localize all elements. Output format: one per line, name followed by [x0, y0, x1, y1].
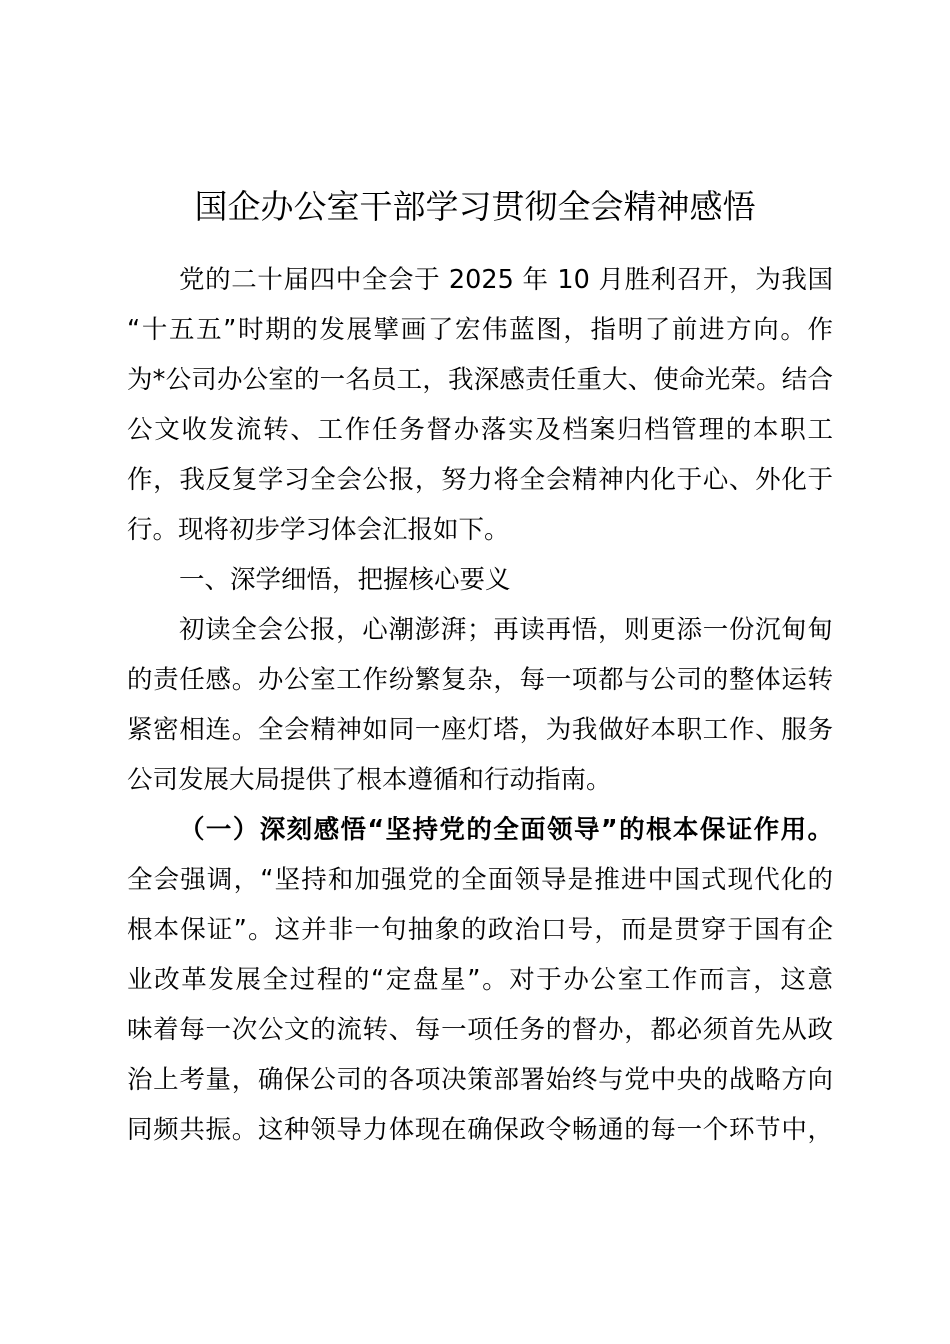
paragraph-line: 的责任感。办公室工作纷繁复杂，每一项都与公司的整体运转: [127, 665, 833, 695]
paragraph-line: 味着每一次公文的流转、每一项任务的督办，都必须首先从政: [127, 1015, 833, 1045]
paragraph-line: 紧密相连。全会精神如同一座灯塔，为我做好本职工作、服务: [127, 715, 833, 745]
paragraph-line: 根本保证”。这并非一句抽象的政治口号，而是贯穿于国有企: [127, 915, 833, 945]
paragraph-line: 初读全会公报，心潮澎湃；再读再悟，则更添一份沉甸甸: [179, 615, 833, 645]
paragraph-line: 公司发展大局提供了根本遵循和行动指南。: [127, 765, 612, 795]
paragraph-line: 业改革发展全过程的“定盘星”。对于办公室工作而言，这意: [127, 965, 833, 995]
paragraph-line: 公文收发流转、工作任务督办落实及档案归档管理的本职工: [127, 415, 833, 445]
document-body: [127, 255, 833, 1155]
section-heading: 一、深学细悟，把握核心要义: [179, 565, 511, 595]
paragraph-line: 党的二十届四中全会于 2025 年 10 月胜利召开，为我国: [179, 265, 833, 295]
document-title: 国企办公室干部学习贯彻全会精神感悟: [194, 187, 756, 226]
paragraph-line: 全会强调，“坚持和加强党的全面领导是推进中国式现代化的: [127, 865, 833, 895]
subsection-heading: （一）深刻感悟“坚持党的全面领导”的根本保证作用。: [179, 815, 833, 845]
paragraph-line: 治上考量，确保公司的各项决策部署始终与党中央的战略方向: [127, 1065, 833, 1095]
paragraph-line: 行。现将初步学习体会汇报如下。: [127, 515, 510, 545]
paragraph-line: 同频共振。这种领导力体现在确保政令畅通的每一个环节中，: [127, 1115, 833, 1145]
paragraph-line: 作，我反复学习全会公报，努力将全会精神内化于心、外化于: [127, 465, 833, 495]
paragraph-line: “十五五”时期的发展擘画了宏伟蓝图，指明了前进方向。作: [127, 315, 833, 345]
paragraph-line: 为*公司办公室的一名员工，我深感责任重大、使命光荣。结合: [127, 365, 833, 395]
